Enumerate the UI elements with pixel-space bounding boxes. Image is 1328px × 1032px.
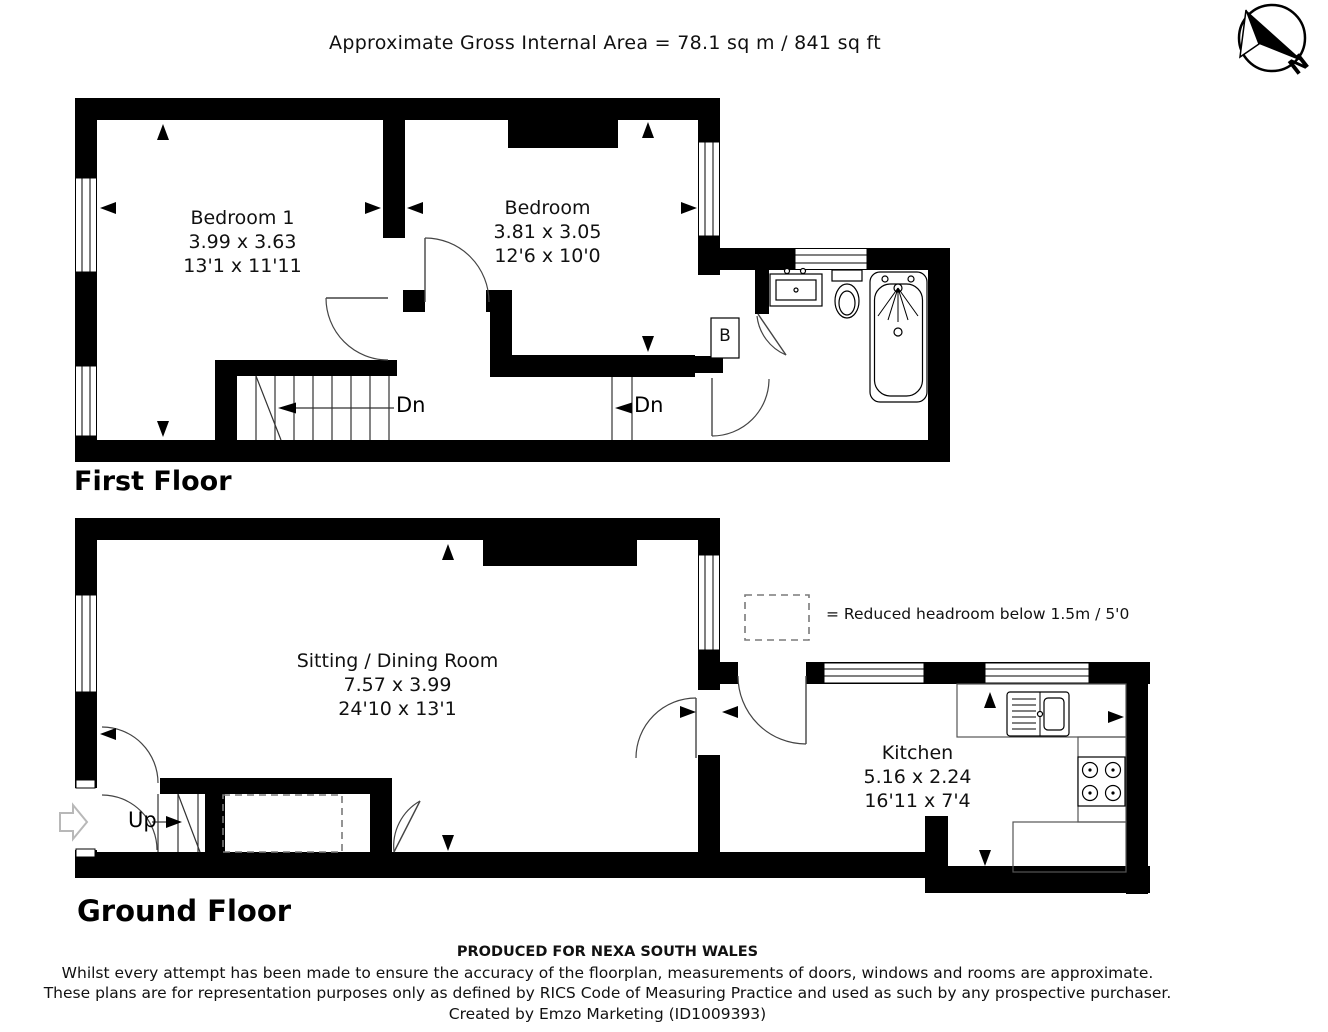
first-floor-stairs (256, 376, 632, 440)
footer-disclaimer-2: These plans are for representation purposes only as defined by RICS Code of Measuring Practice and used as such by any prospective purchaser. (43, 984, 1172, 1002)
footer (0, 942, 1215, 1024)
room-name: Bedroom (504, 197, 591, 219)
compass-icon (1239, 5, 1314, 81)
window-icon (824, 663, 924, 683)
legend-swatch (745, 595, 809, 640)
footer-disclaimer-1: Whilst every attempt has been made to ensure the accuracy of the floorplan, measurements of doors, windows and rooms are approximate. (61, 963, 1154, 982)
window-icon (795, 249, 867, 270)
stairs-down-label-1: Dn (396, 393, 426, 417)
room-dims-metric: 5.16 x 2.24 (863, 766, 972, 788)
hob-icon (1078, 757, 1125, 806)
sink-icon (770, 269, 822, 307)
stairs-down-arrow-icon (615, 403, 632, 414)
footer-produced-for: PRODUCED FOR NEXA SOUTH WALES (456, 944, 759, 960)
legend-text: = Reduced headroom below 1.5m / 5'0 (826, 605, 1130, 623)
bathtub-icon (870, 272, 927, 402)
ground-floor-dimension-arrows (100, 544, 1124, 866)
window-icon (76, 366, 97, 436)
first-floor-title: First Floor (74, 466, 232, 497)
room-label-bedroom (445, 196, 650, 268)
room-name: Sitting / Dining Room (296, 650, 499, 672)
door-arc-icon (326, 298, 388, 360)
stairs-up-label: Up (128, 808, 157, 832)
stairs-down-label-2: Dn (634, 393, 664, 417)
first-floor-plan (75, 98, 950, 462)
window-icon (699, 555, 720, 650)
bathroom-fixtures (711, 269, 927, 403)
room-dims-imperial: 16'11 x 7'4 (864, 790, 971, 812)
kitchen-sink-icon (1007, 692, 1069, 736)
room-dims-imperial: 12'6 x 10'0 (494, 245, 601, 267)
stairs-up-arrow-icon (166, 816, 182, 828)
toilet-icon (832, 270, 862, 318)
window-icon (76, 595, 97, 692)
front-door-frame (75, 780, 98, 857)
room-dims-imperial: 13'1 x 11'11 (183, 255, 302, 277)
door-arc-icon (636, 698, 696, 758)
compass-north-label: N (1284, 49, 1315, 81)
boiler-cupboard-label: B (719, 326, 731, 346)
room-dims-metric: 3.99 x 3.63 (188, 231, 297, 253)
door-arc-icon (712, 379, 769, 436)
stairs-down-arrow-icon (278, 403, 296, 414)
door-arc-icon (738, 676, 806, 744)
room-name: Kitchen (881, 742, 954, 764)
first-floor-windows (76, 142, 868, 436)
footer-created-by: Created by Emzo Marketing (ID1009393) (448, 1004, 767, 1023)
ground-floor-title: Ground Floor (77, 894, 292, 928)
room-label-sitting-dining (280, 649, 515, 721)
room-name: Bedroom 1 (190, 207, 295, 229)
window-icon (985, 663, 1089, 683)
room-label-bedroom-1 (140, 206, 345, 278)
room-dims-metric: 3.81 x 3.05 (493, 221, 602, 243)
ground-floor-plan (60, 518, 1150, 894)
window-icon (76, 178, 97, 272)
page-title: Approximate Gross Internal Area = 78.1 sq m / 841 sq ft (329, 32, 881, 54)
reduced-headroom-area (223, 795, 342, 852)
room-label-kitchen (810, 741, 1025, 813)
ground-floor-stairs (152, 794, 200, 852)
room-dims-metric: 7.57 x 3.99 (343, 674, 452, 696)
window-icon (699, 142, 720, 236)
room-dims-imperial: 24'10 x 13'1 (338, 698, 457, 720)
